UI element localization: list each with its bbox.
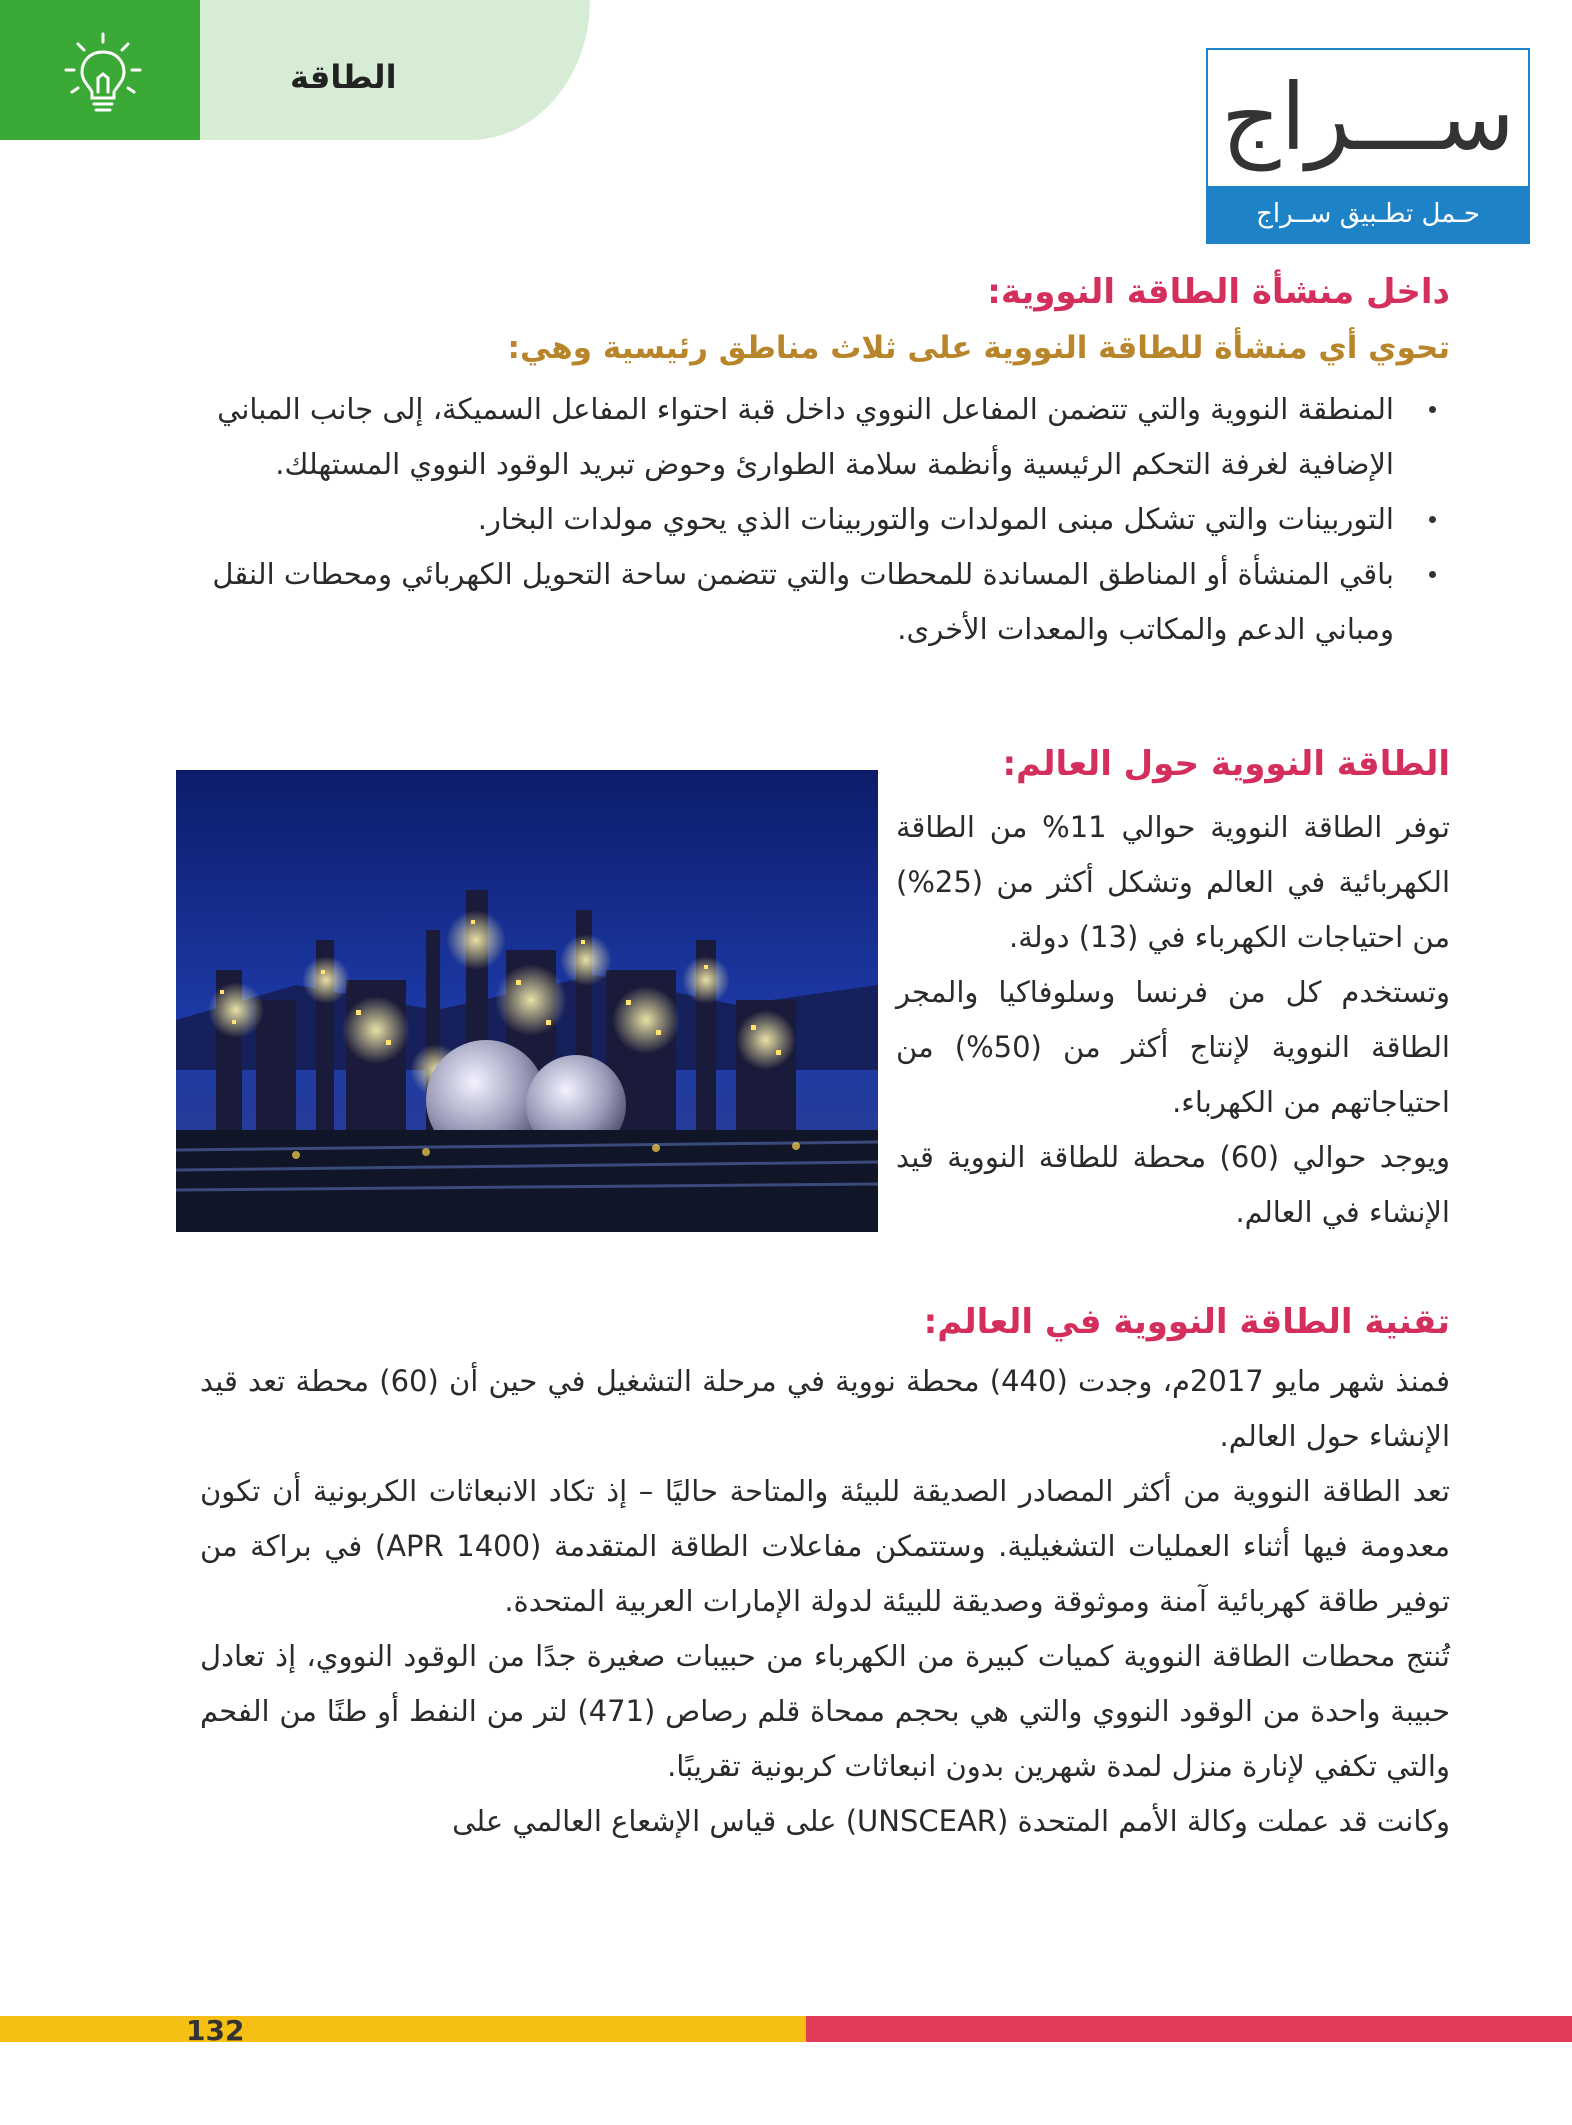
logo-tagline: حـمل تطـبيق ســراج (1208, 186, 1528, 242)
list-item: التوربينات والتي تشكل مبنى المولدات والتوربينات الذي يحوي مولدات البخار. (200, 492, 1450, 547)
world-paragraphs (896, 800, 1450, 1240)
list-item: باقي المنشأة أو المناطق المساندة للمحطات والتي تتضمن ساحة التحويل الكهربائي ومحطات النقل ومباني الدعم والمكاتب والمعدات الأخرى. (200, 547, 1450, 657)
subheading-three-zones: تحوي أي منشأة للطاقة النووية على ثلاث مناطق رئيسية وهي: (507, 330, 1450, 366)
zones-list (200, 382, 1450, 657)
paragraph: فمنذ شهر مايو 2017م، وجدت (440) محطة نووية في مرحلة التشغيل في حين أن (60) محطة تعد قيد الإنشاء حول العالم. (200, 1364, 1450, 1453)
paragraph: توفر الطاقة النووية حوالي 11% من الطاقة الكهربائية في العالم وتشكل أكثر من (25%) من احتياجات الكهرباء في (13) دولة. (896, 810, 1450, 954)
logo-word: ســـراج (1221, 64, 1515, 171)
bullet-icon (1429, 571, 1436, 578)
paragraph: تُنتج محطات الطاقة النووية كميات كبيرة من الكهرباء من حبيبات صغيرة جدًا من الوقود النووي، إذ تعادل حبيبة واحدة من الوقود النووي والتي هي بحجم ممحاة قلم رصاص (471) لتر من النفط أو طنًا من الفحم والتي تكفي لإنارة منزل لمدة شهرين بدون انبعاثات كربونية تقريبًا. (200, 1639, 1450, 1783)
tech-paragraphs (200, 1354, 1450, 1849)
footer-bar-red (806, 2016, 1572, 2042)
bullet-icon (1429, 406, 1436, 413)
heading-inside-plant: داخل منشأة الطاقة النووية: (987, 272, 1450, 312)
list-item: المنطقة النووية والتي تتضمن المفاعل النووي داخل قبة احتواء المفاعل السميكة، إلى جانب المباني الإضافية لغرفة التحكم الرئيسية وأنظمة سلامة الطوارئ وحوض تبريد الوقود النووي المستهلك. (200, 382, 1450, 492)
section-title: الطاقة (290, 58, 397, 96)
siraj-logo[interactable] (1206, 48, 1530, 244)
bullet-icon (1429, 516, 1436, 523)
heading-nuclear-tech: تقنية الطاقة النووية في العالم: (923, 1302, 1450, 1342)
paragraph: وكانت قد عملت وكالة الأمم المتحدة (UNSCEAR) على قياس الإشعاع العالمي على (452, 1804, 1450, 1838)
page-number: 132 (186, 2014, 245, 2047)
header-icon-block (0, 0, 200, 140)
paragraph: ويوجد حوالي (60) محطة للطاقة النووية قيد الإنشاء في العالم. (896, 1140, 1450, 1229)
heading-nuclear-world: الطاقة النووية حول العالم: (1002, 744, 1450, 784)
footer-bar-yellow (0, 2016, 806, 2042)
paragraph: تعد الطاقة النووية من أكثر المصادر الصديقة للبيئة والمتاحة حاليًا – إذ تكاد الانبعاثات الكربونية أن تكون معدومة فيها أثناء العمليات التشغيلية. وستتمكن مفاعلات الطاقة المتقدمة (APR 1400) في براكة من توفير طاقة كهربائية آمنة وموثوقة وصديقة للبيئة لدولة الإمارات العربية المتحدة. (200, 1474, 1450, 1618)
nuclear-plant-photo (176, 770, 878, 1232)
paragraph: وتستخدم كل من فرنسا وسلوفاكيا والمجر الطاقة النووية لإنتاج أكثر من (50%) من احتياجاتهم من الكهرباء. (896, 975, 1450, 1119)
lightbulb-icon (58, 30, 148, 120)
